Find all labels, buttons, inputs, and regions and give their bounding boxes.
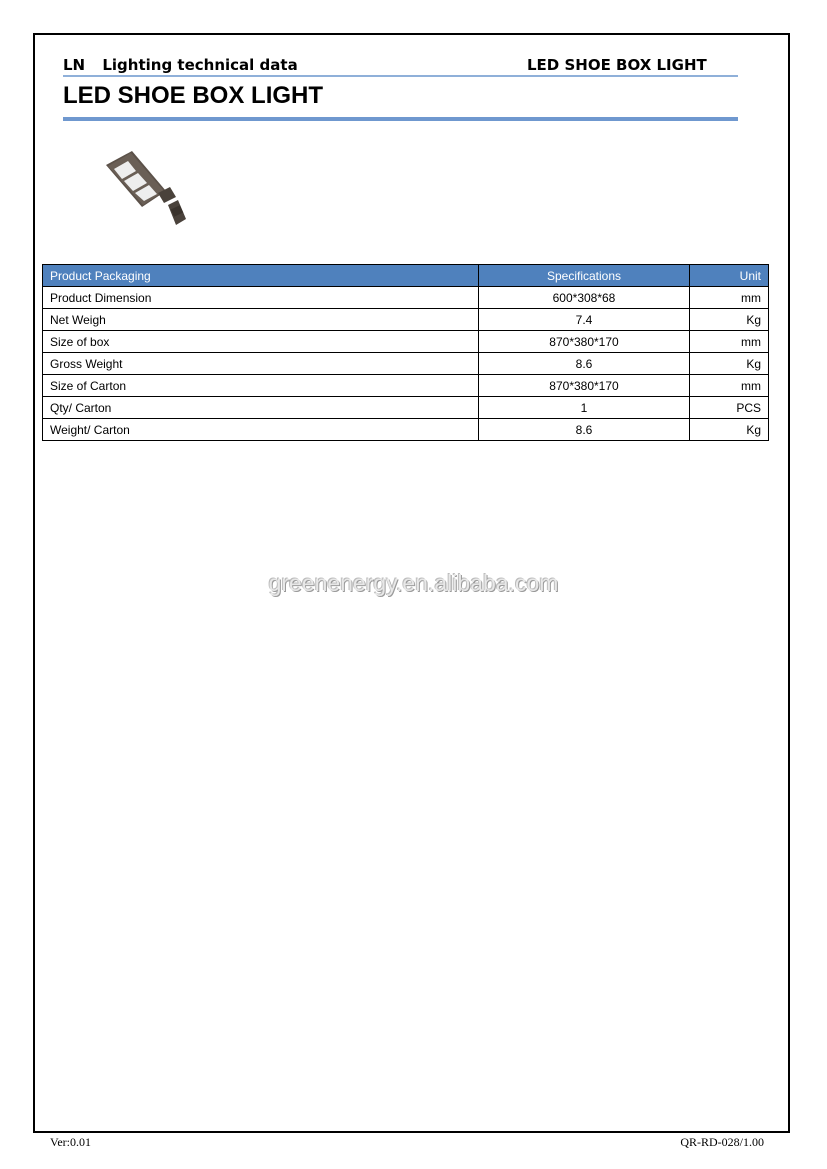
column-header-specifications: Specifications	[479, 265, 690, 287]
row-label: Weight/ Carton	[43, 419, 479, 441]
row-value: 7.4	[479, 309, 690, 331]
row-label: Size of Carton	[43, 375, 479, 397]
table-row	[43, 419, 769, 441]
spec-table	[42, 264, 769, 441]
row-label: Size of box	[43, 331, 479, 353]
footer-doc-code: QR-RD-028/1.00	[680, 1135, 764, 1149]
row-unit: mm	[690, 375, 769, 397]
row-label: Net Weigh	[43, 309, 479, 331]
table-row	[43, 309, 769, 331]
footer-version: Ver:0.01	[50, 1135, 91, 1149]
row-unit: mm	[690, 331, 769, 353]
row-label: Qty/ Carton	[43, 397, 479, 419]
header-product-name: LED SHOE BOX LIGHT	[527, 56, 707, 74]
row-label: Product Dimension	[43, 287, 479, 309]
row-unit: mm	[690, 287, 769, 309]
header-left	[63, 56, 298, 74]
row-unit: PCS	[690, 397, 769, 419]
column-header-packaging: Product Packaging	[43, 265, 479, 287]
column-header-unit: Unit	[690, 265, 769, 287]
header-code: LN	[63, 56, 86, 74]
row-value: 600*308*68	[479, 287, 690, 309]
title-rule	[63, 117, 738, 121]
table-row	[43, 397, 769, 419]
table-row	[43, 375, 769, 397]
header-rule	[63, 75, 738, 77]
header-section: Lighting technical data	[102, 56, 298, 74]
watermark: greenenergy.en.alibaba.com	[268, 570, 559, 596]
row-unit: Kg	[690, 353, 769, 375]
row-value: 870*380*170	[479, 375, 690, 397]
table-row	[43, 287, 769, 309]
row-value: 870*380*170	[479, 331, 690, 353]
led-shoe-box-light-image	[100, 145, 192, 235]
table-row	[43, 331, 769, 353]
light-body	[106, 151, 186, 225]
row-label: Gross Weight	[43, 353, 479, 375]
table-row	[43, 353, 769, 375]
row-value: 1	[479, 397, 690, 419]
table-header-row	[43, 265, 769, 287]
row-unit: Kg	[690, 419, 769, 441]
row-value: 8.6	[479, 419, 690, 441]
row-value: 8.6	[479, 353, 690, 375]
page-title: LED SHOE BOX LIGHT	[63, 82, 324, 109]
row-unit: Kg	[690, 309, 769, 331]
